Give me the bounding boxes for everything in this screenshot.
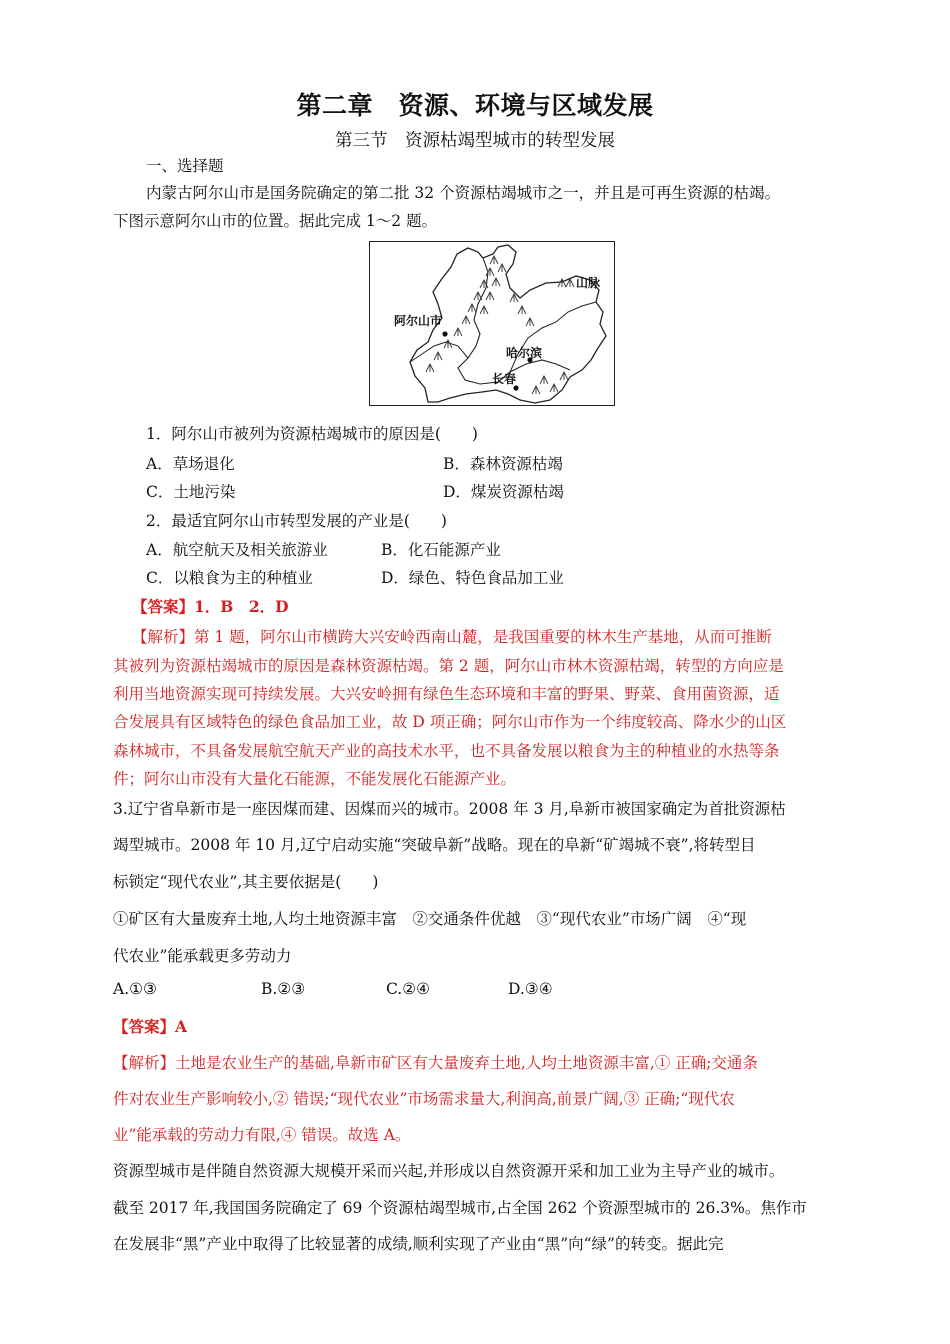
inner-boundary: [510, 302, 596, 372]
analysis-line: 【解析】土地是农业生产的基础,阜新市矿区有大量废弃土地,人均土地资源丰富,① 正确;交通条: [113, 1054, 758, 1072]
question-stem: 1．阿尔山市被列为资源枯竭城市的原因是( ): [146, 425, 478, 443]
map-label-mountain: 山脉: [576, 276, 601, 290]
inner-boundary: [458, 258, 570, 384]
analysis-line: 【解析】第 1 题，阿尔山市横跨大兴安岭西南山麓，是我国重要的林木生产基地，从而可推断: [132, 628, 772, 646]
option-c: C.②④: [386, 980, 431, 998]
option-c: C．以粮食为主的种植业: [146, 569, 313, 587]
question-stem: 3.辽宁省阜新市是一座因煤而建、因煤而兴的城市。2008 年 3 月,阜新市被国家确定为首批资源枯: [113, 800, 786, 818]
aershan-city-dot: [442, 331, 447, 336]
analysis-line: 森林城市，不具备发展航空航天产业的高技术水平，也不具备发展以粮食为主的种植业的水热等条: [113, 742, 780, 760]
intro-line: 内蒙古阿尔山市是国务院确定的第二批 32 个资源枯竭城市之一，并且是可再生资源的枯竭。: [146, 184, 781, 202]
analysis-line: 件对农业生产影响较小,② 错误;“现代农业”市场需求量大,利润高,前景广阔,③ 正确;“现代农: [113, 1090, 735, 1108]
analysis-line: 合发展具有区域特色的绿色食品加工业，故 D 项正确；阿尔山市作为一个纬度较高、降水少的山区: [113, 713, 787, 731]
option-b: B.②③: [261, 980, 306, 998]
option-d: D．煤炭资源枯竭: [443, 483, 564, 501]
question-stem: 2．最适宜阿尔山市转型发展的产业是( ): [146, 512, 447, 530]
analysis-line: 利用当地资源实现可持续发展。大兴安岭拥有绿色生态环境和丰富的野果、野菜、食用菌资源，适: [113, 685, 780, 703]
passage-line: 资源型城市是伴随自然资源大规模开采而兴起,并形成以自然资源开采和加工业为主导产业的城市。: [113, 1162, 785, 1180]
analysis-line: 其被列为资源枯竭城市的原因是森林资源枯竭。第 2 题，阿尔山市林木资源枯竭，转型的方向应是: [113, 657, 784, 675]
question-stem: ①矿区有大量废弃土地,人均土地资源丰富 ②交通条件优越 ③“现代农业”市场广阔 ④“现: [113, 910, 747, 928]
question-stem: 标锁定“现代农业”,其主要依据是( ): [113, 873, 379, 891]
section-title: 第三节 资源枯竭型城市的转型发展: [335, 131, 615, 151]
west-boundary: [410, 342, 468, 362]
mountain-range-changbai: [532, 372, 568, 394]
intro-line: 下图示意阿尔山市的位置。据此完成 1～2 题。: [113, 212, 438, 230]
passage-line: 截至 2017 年,我国国务院确定了 69 个资源枯竭型城市,占全国 262 个资源型城市的 26.3%。焦作市: [113, 1199, 807, 1217]
question-stem: 竭型城市。2008 年 10 月,辽宁启动实施“突破阜新”战略。现在的阜新“矿竭城不衰”,将转型目: [113, 836, 756, 854]
mountain-range-lesser-khingan: [510, 294, 534, 326]
analysis-line: 业”能承载的劳动力有限,④ 错误。故选 A。: [113, 1126, 411, 1144]
option-d: D.③④: [508, 980, 553, 998]
passage-line: 在发展非“黑”产业中取得了比较显著的成绩,顺利实现了产业由“黑”向“绿”的转变。据此完: [113, 1235, 724, 1253]
option-b: B．化石能源产业: [381, 541, 501, 559]
map-label-harbin: 哈尔滨: [506, 346, 543, 360]
map-label-aershan: 阿尔山市: [394, 314, 443, 328]
analysis-line: 件；阿尔山市没有大量化石能源，不能发展化石能源产业。: [113, 770, 517, 788]
map-label-changchun: 长春: [492, 372, 517, 386]
option-c: C．土地污染: [146, 483, 236, 501]
option-a: A．航空航天及相关旅游业: [146, 541, 328, 559]
option-a: A.①③: [113, 980, 157, 998]
chapter-title: 第二章 资源、环境与区域发展: [296, 91, 654, 120]
option-d: D．绿色、特色食品加工业: [381, 569, 564, 587]
question-stem: 代农业”能承载更多劳动力: [113, 947, 292, 965]
location-map: [369, 241, 615, 406]
section-label: 一、选择题: [146, 157, 224, 175]
option-b: B．森林资源枯竭: [443, 455, 563, 473]
option-a: A．草场退化: [146, 455, 235, 473]
answer-text: 【答案】A: [113, 1017, 188, 1036]
answer-text: 【答案】1．B 2．D: [132, 597, 289, 616]
